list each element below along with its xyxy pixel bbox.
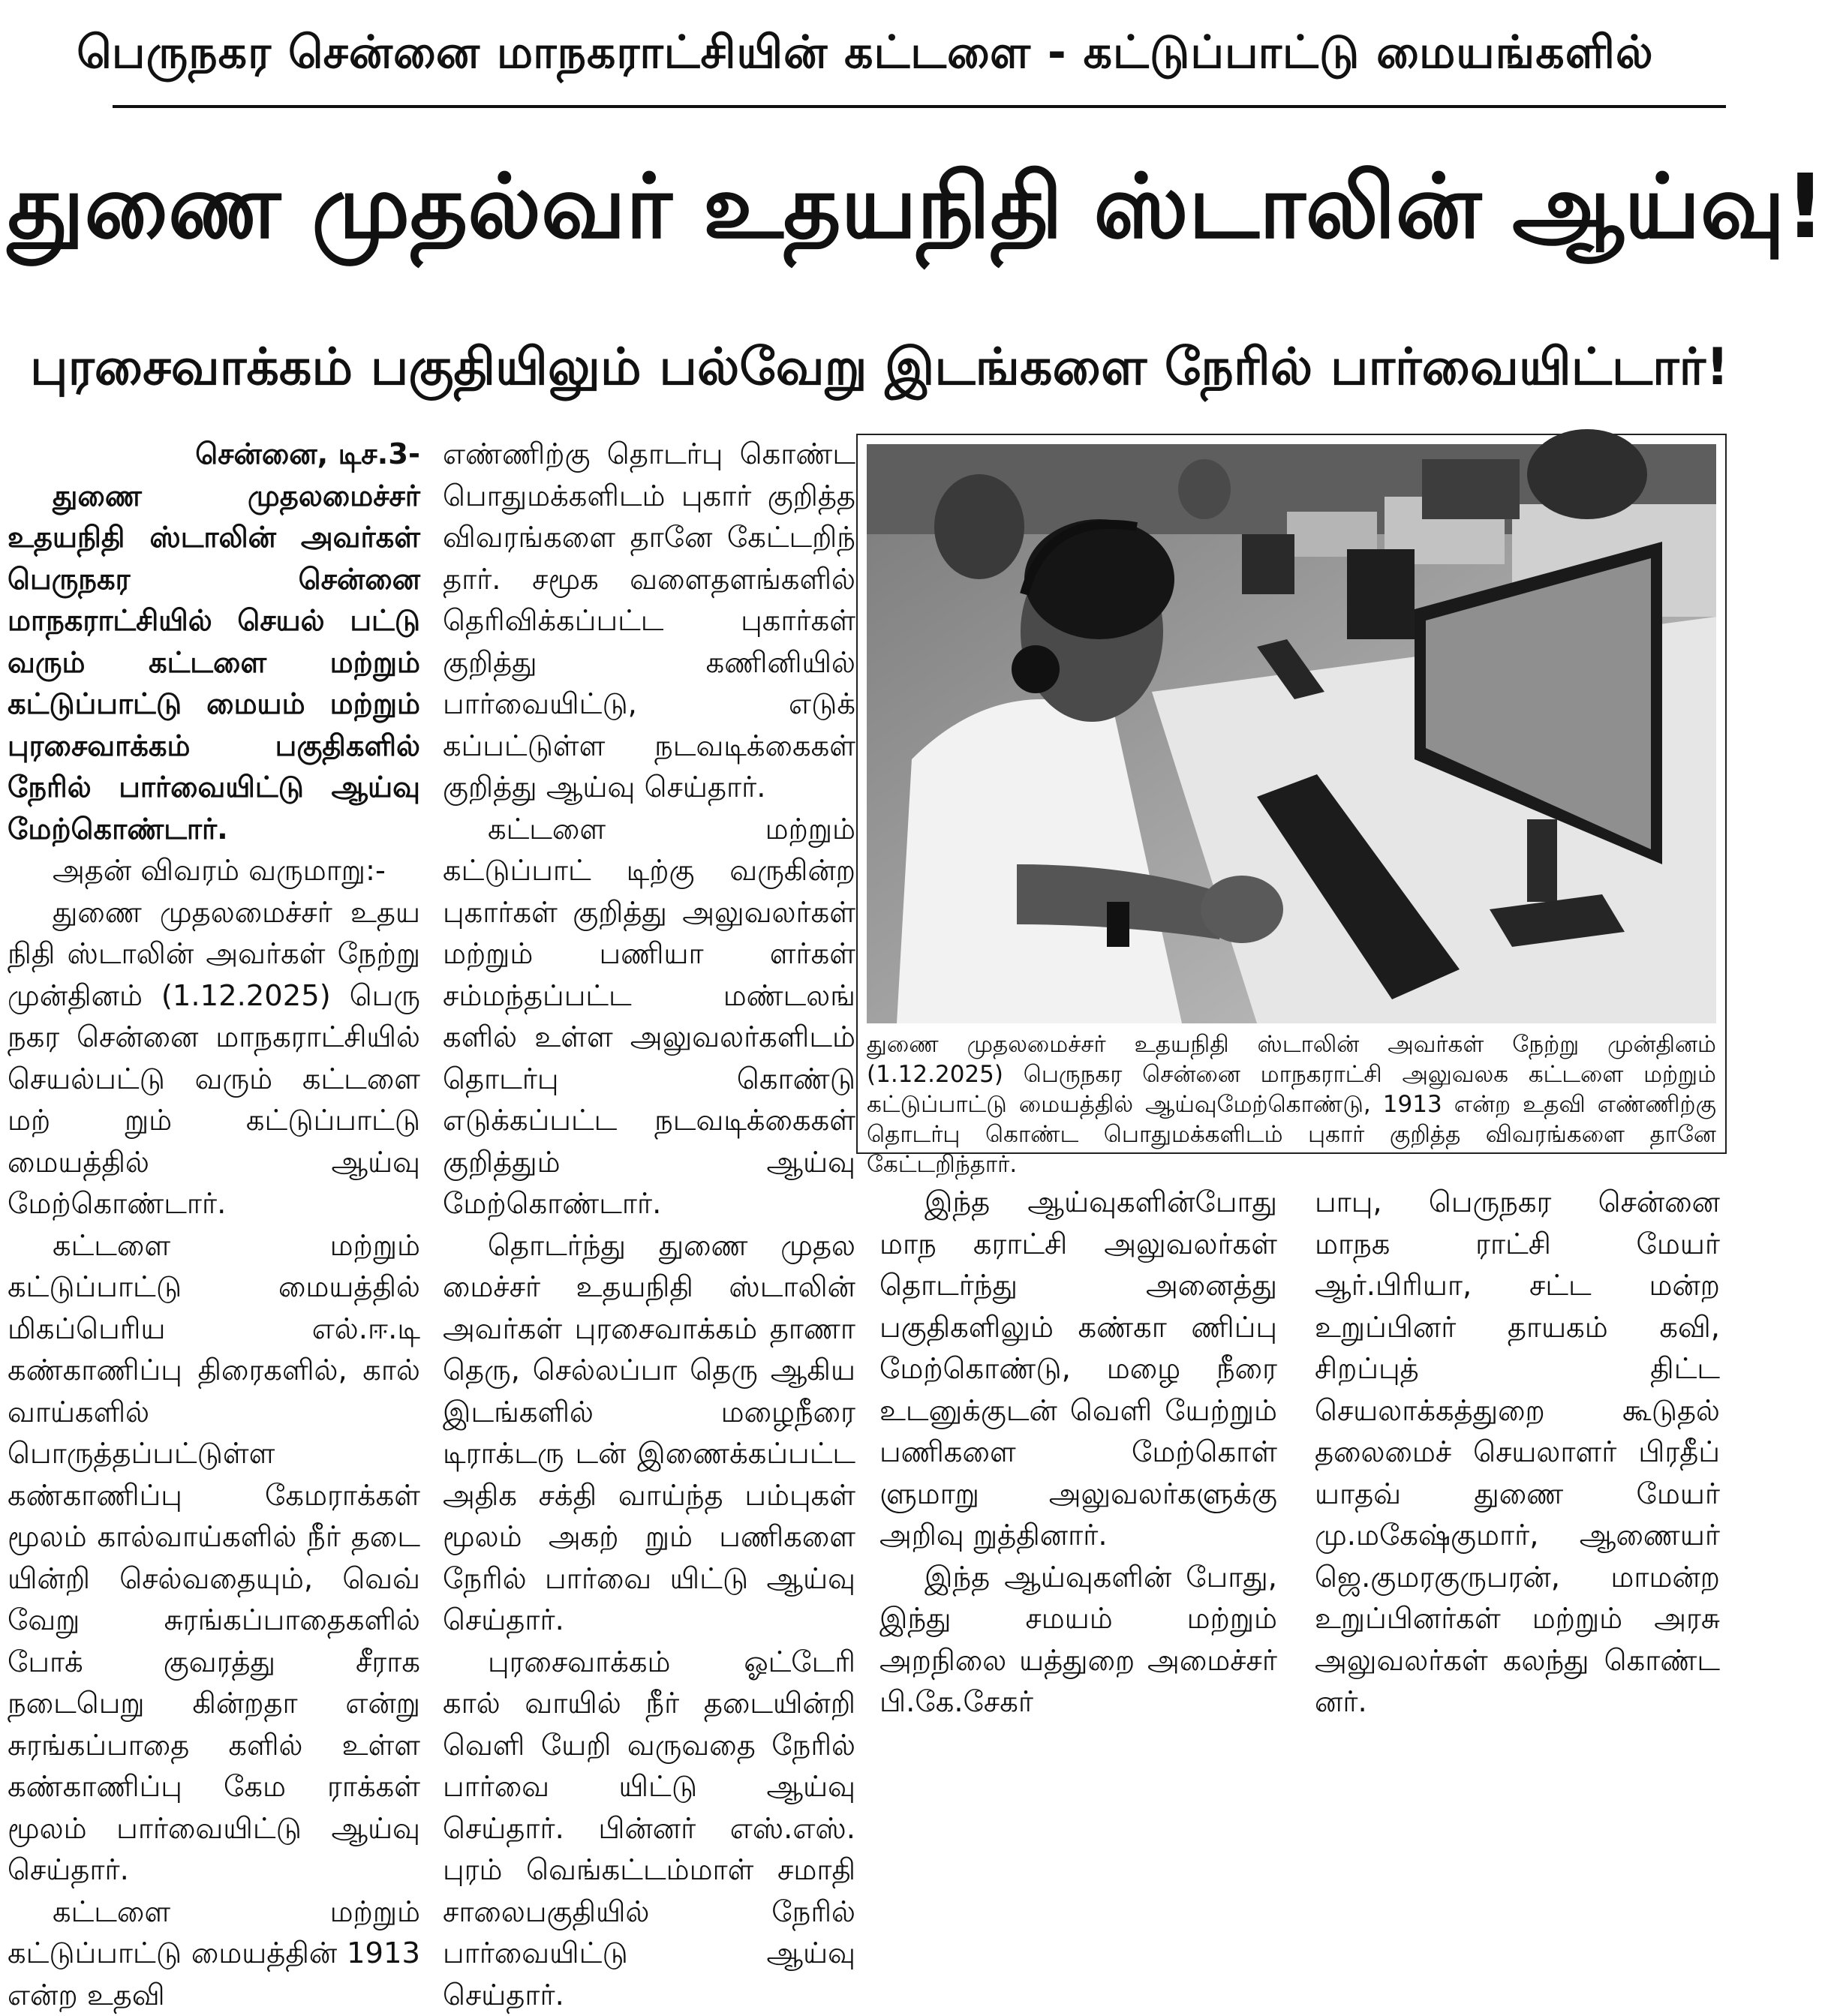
article-paragraph: கட்டளை மற்றும் கட்டுப்பாட் டிற்கு வருகின்ற புகார்கள் குறித்து அலுவலர்கள் மற்றும் பணியா ளர்கள் சம்மந்தப்பட்ட மண்டலங் களில் உள்ள அலுவலர்களிடம் தொடர்பு கொண்டு எடுக்கப்பட்ட நடவடிக்கைகள் குறித்தும் ஆய்வு மேற்கொண்டார். — [443, 809, 855, 1225]
article-paragraph: தொடர்ந்து துணை முதல மைச்சர் உதயநிதி ஸ்டாலின் அவர்கள் புரசைவாக்கம் தாணா தெரு, செல்லப்பா தெரு ஆகிய இடங்களில் மழைநீரை டிராக்டரு டன் இணைக்கப்பட்ட அதிக சக்தி வாய்ந்த பம்புகள் மூலம் அகற் றும் பணிகளை நேரில் பார்வை யிட்டு ஆய்வு செய்தார். — [443, 1225, 855, 1642]
article-paragraph: பாபு, பெருநகர சென்னை மாநக ராட்சி மேயர் ஆர்.பிரியா, சட்ட மன்ற உறுப்பினர் தாயகம் கவி, சிறப்புத் திட்ட செயலாக்கத்துறை கூடுதல் தலைமைச் செயலாளர் பிரதீப் யாதவ் துணை மேயர் மு.மகேஷ்குமார், ஆணையர் ஜெ.குமரகுருபரன், மாமன்ற உறுப்பினர்கள் மற்றும் அரசு அலுவலர்கள் கலந்து கொண்ட னர். — [1315, 1182, 1720, 1723]
article-paragraph: துணை முதலமைச்சர் உதய நிதி ஸ்டாலின் அவர்கள் நேற்று முன்தினம் (1.12.2025) பெரு நகர சென்னை மாநகராட்சியில் செயல்பட்டு வரும் கட்டளை மற் றும் கட்டுப்பாட்டு மையத்தில் ஆய்வு மேற்கொண்டார். — [8, 892, 420, 1225]
article-paragraph: இந்த ஆய்வுகளின்போது மாந கராட்சி அலுவலர்கள் தொடர்ந்து அனைத்து பகுதிகளிலும் கண்கா ணிப்பு மேற்கொண்டு, மழை நீரை உடனுக்குடன் வெளி யேற்றும் பணிகளை மேற்கொள் ளுமாறு அலுவலர்களுக்கு அறிவு றுத்தினார். — [879, 1182, 1277, 1557]
photo-caption: துணை முதலமைச்சர் உதயநிதி ஸ்டாலின் அவர்கள் நேற்று முன்தினம் (1.12.2025) பெருநகர சென்னை மாநகராட்சி அலுவலக கட்டளை மற்றும் கட்டுப்பாட்டு மையத்தில் ஆய்வுமேற்கொண்டு, 1913 என்ற உதவி எண்ணிற்கு தொடர்பு கொண்ட பொதுமக்களிடம் புகார் குறித்த விவரங்களை தானே கேட்டறிந்தார். — [867, 1029, 1716, 1149]
article-paragraph: இந்த ஆய்வுகளின் போது, இந்து சமயம் மற்றும் அறநிலை யத்துறை அமைச்சர் பி.கே.சேகர் — [879, 1557, 1277, 1723]
dateline: சென்னை, டிச.3- — [8, 434, 420, 476]
article-column-1 — [8, 434, 420, 1604]
photo-illustration — [867, 444, 1716, 1023]
article-paragraph: எண்ணிற்கு தொடர்பு கொண்ட பொதுமக்களிடம் புகார் குறித்த விவரங்களை தானே கேட்டறிந் தார். சமூக வளைதளங்களில் தெரிவிக்கப்பட்ட புகார்கள் குறித்து கணினியில் பார்வையிட்டு, எடுக் கப்பட்டுள்ள நடவடிக்கைகள் குறித்து ஆய்வு செய்தார். — [443, 434, 855, 809]
article-column-3 — [879, 1182, 1277, 1602]
photo-box — [856, 434, 1727, 1154]
news-photo — [867, 444, 1716, 1023]
article-paragraph: அதன் விவரம் வருமாறு:- — [8, 850, 420, 892]
kicker-headline: பெருநகர சென்னை மாநகராட்சியின் கட்டளை - கட்டுப்பாட்டு மையங்களில் — [30, 8, 1700, 98]
article-column-4 — [1315, 1182, 1720, 1602]
article-lead-paragraph: துணை முதலமைச்சர் உதயநிதி ஸ்டாலின் அவர்கள் பெருநகர சென்னை மாநகராட்சியில் செயல் பட்டு வரும் கட்டளை மற்றும் கட்டுப்பாட்டு மையம் மற்றும் புரசைவாக்கம் பகுதிகளில் நேரில் பார்வையிட்டு ஆய்வு மேற்கொண்டார். — [8, 476, 420, 851]
main-headline: துணை முதல்வர் உதயநிதி ஸ்டாலின் ஆய்வு! — [8, 120, 1723, 293]
sub-headline: புரசைவாக்கம் பகுதியிலும் பல்வேறு இடங்களை நேரில் பார்வையிட்டார்! — [30, 315, 1700, 420]
article-paragraph: புரசைவாக்கம் ஓட்டேரி கால் வாயில் நீர் தடையின்றி வெளி யேறி வருவதை நேரில் பார்வை யிட்டு ஆய்வு செய்தார். பின்னர் எஸ்.எஸ். புரம் வெங்கட்டம்மாள் சமாதி சாலைபகுதியில் நேரில் பார்வையிட்டு ஆய்வு செய்தார். — [443, 1642, 855, 2016]
article-column-2 — [443, 434, 855, 1604]
article-paragraph: கட்டளை மற்றும் கட்டுப்பாட்டு மையத்தில் மிகப்பெரிய எல்.ஈ.டி கண்காணிப்பு திரைகளில், கால் வாய்களில் பொருத்தப்பட்டுள்ள கண்காணிப்பு கேமராக்கள் மூலம் கால்வாய்களில் நீர் தடை யின்றி செல்வதையும், வெவ் வேறு சுரங்கப்பாதைகளில் போக் குவரத்து சீராக நடைபெறு கின்றதா என்று சுரங்கப்பாதை களில் உள்ள கண்காணிப்பு கேம ராக்கள் மூலம் பார்வையிட்டு ஆய்வு செய்தார். — [8, 1225, 420, 1891]
header-rule — [113, 105, 1726, 108]
article-paragraph: கட்டளை மற்றும் கட்டுப்பாட்டு மையத்தின் 1913 என்ற உதவி — [8, 1891, 420, 2016]
